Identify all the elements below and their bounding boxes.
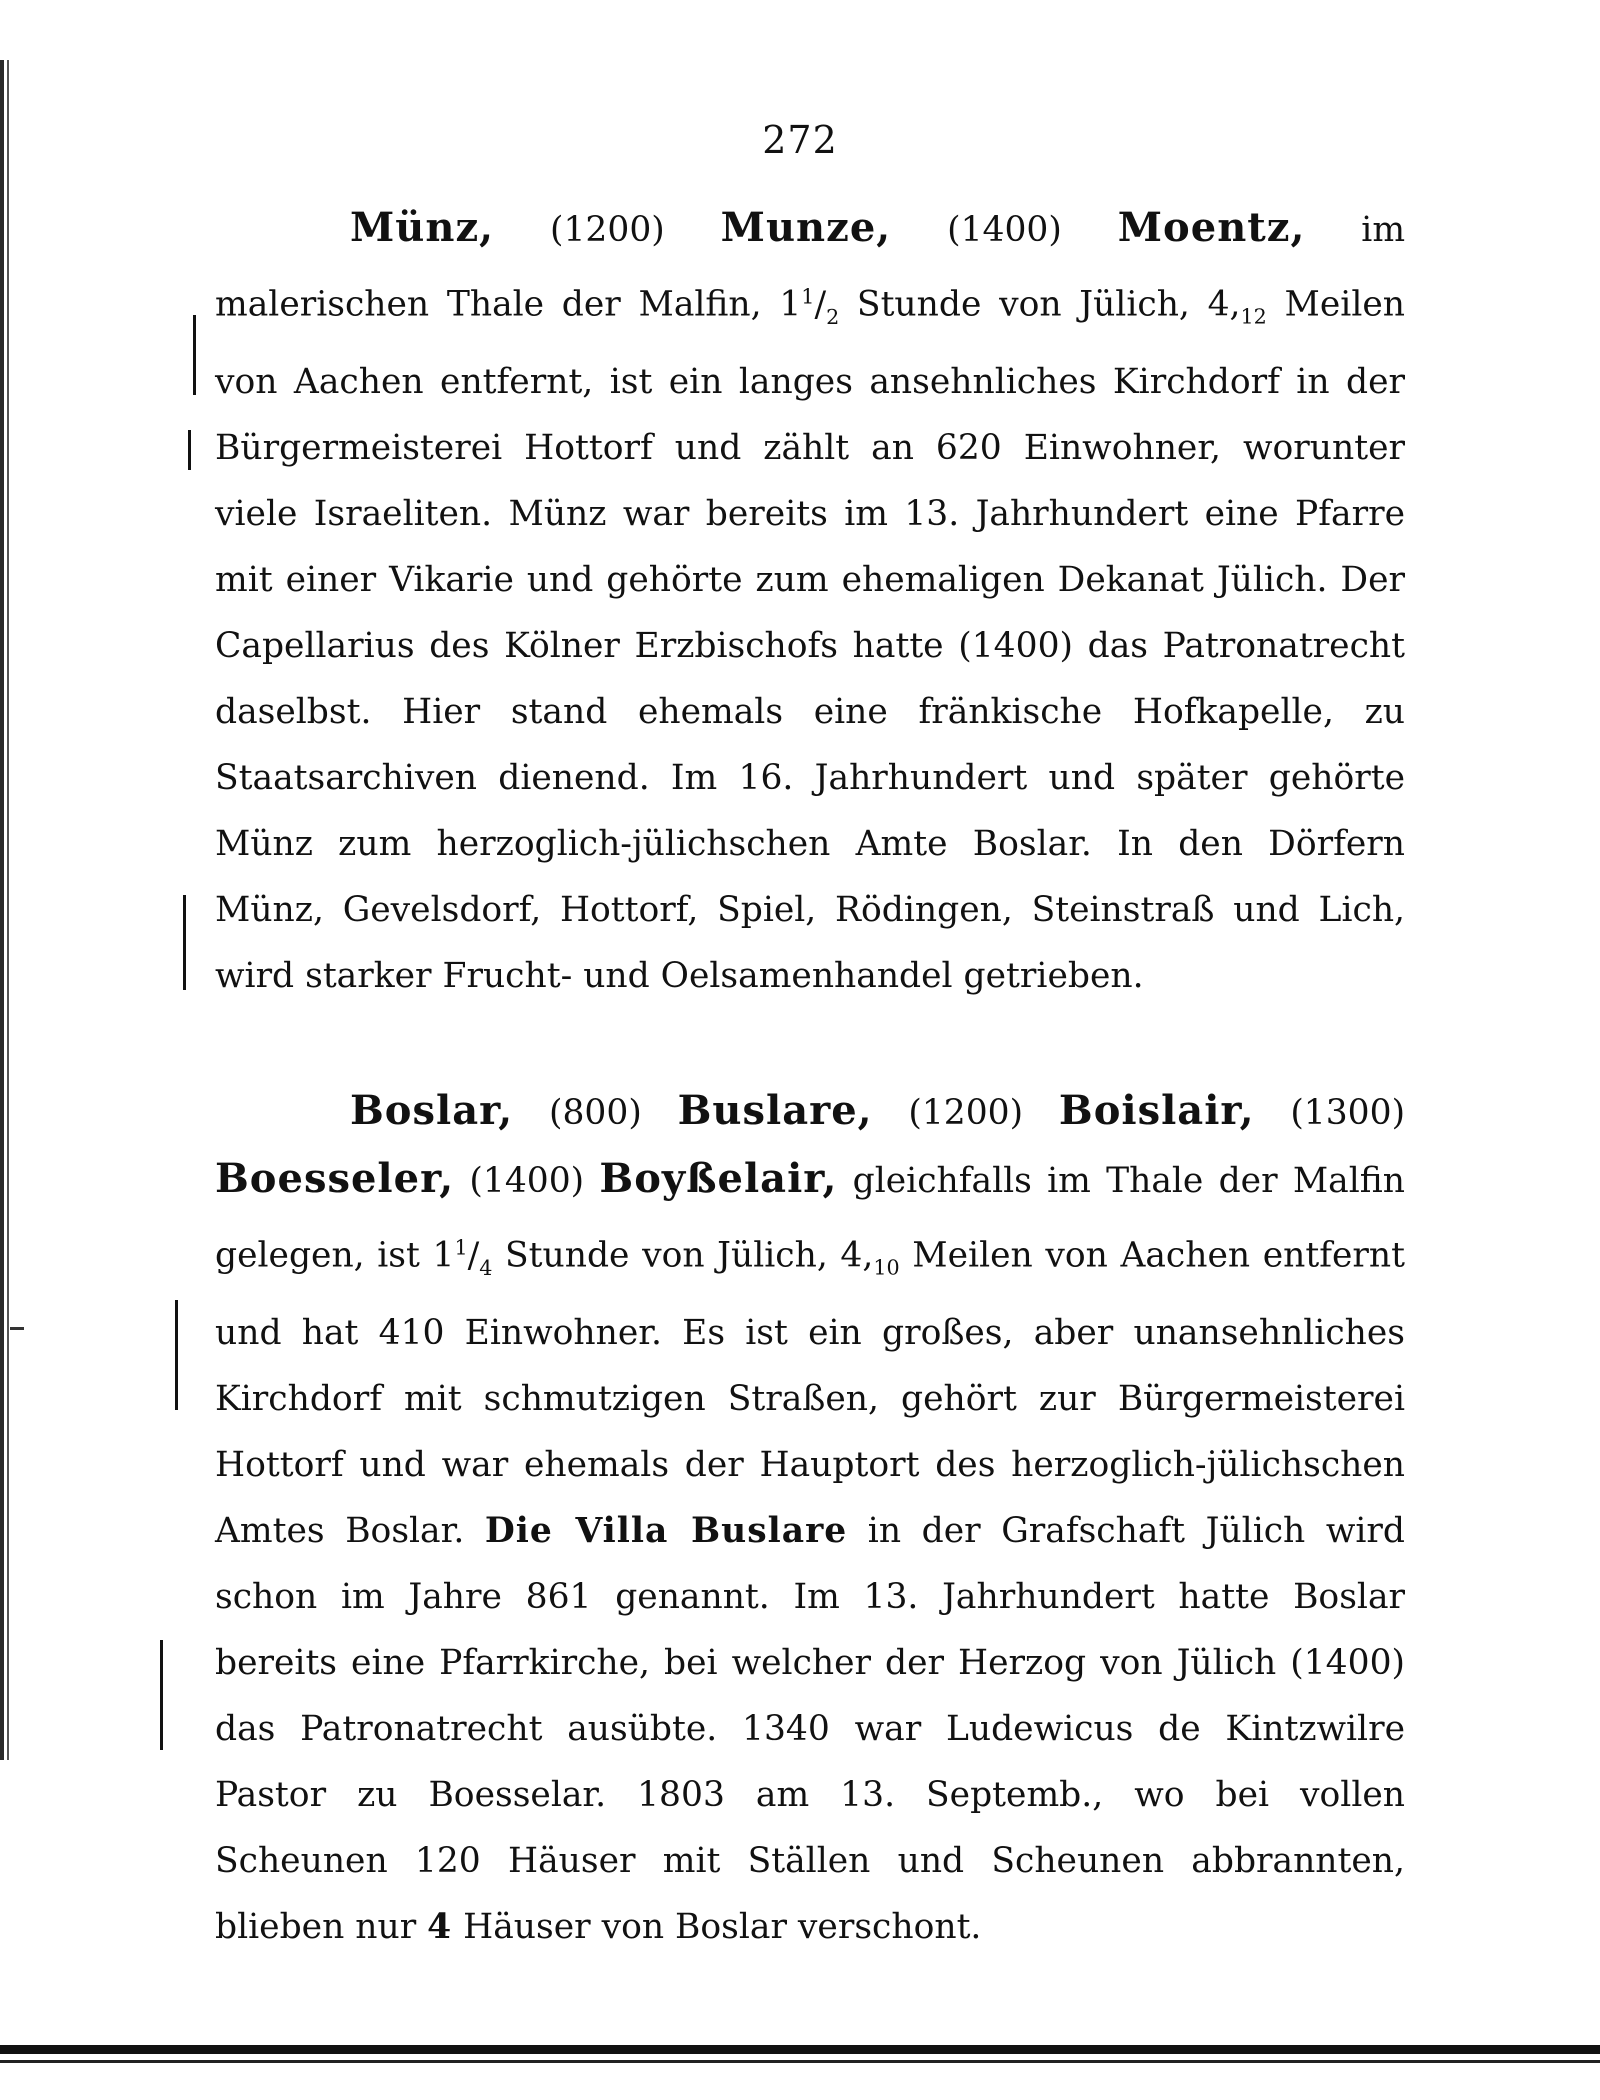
body-text: Meilen von Aachen entfernt, ist ein langes ansehnliches Kirchdorf in der Bürgermeisterei Hottorf und zählt an 620 Einwohner, worunter viele Israeliten. Münz war bereits im 13. Jahrhundert eine Pfarre mit einer Vikarie und gehörte zum ehemaligen Dekanat Jülich. Der Capellarius des Kölner Erzbischofs hatte (1400) das Patronatrecht daselbst. Hier stand ehemals eine fränkische Hofkapelle, zu Staatsarchiven dienend. Im 16. Jahrhundert und später gehörte Münz zum herzoglich-jülichschen Amte Boslar. In den Dörfern Münz, Gevelsdorf, Hottorf, Spiel, Rödingen, Steinstraß und Lich, wird starker Frucht- und Oelsamenhandel getrieben. [215, 284, 1405, 997]
fraction: $^1/_4$ [454, 1235, 493, 1280]
margin-mark [193, 315, 196, 395]
name-variant: Munze, [720, 204, 892, 251]
year-variant: (1400) [469, 1161, 585, 1201]
name-variant: Moentz, [1117, 204, 1306, 251]
year-variant: (1200) [908, 1093, 1024, 1133]
bottom-rule [0, 2045, 1600, 2054]
page-binding-edge [0, 60, 12, 1760]
bold-number: 4 [427, 1907, 453, 1948]
margin-mark [183, 895, 186, 990]
roman-phrase: Die Villa Buslare [484, 1511, 848, 1552]
bottom-rule-thin [0, 2060, 1600, 2063]
entry-muenz [215, 195, 1405, 1009]
body-text: Häuser von Boslar verschont. [452, 1907, 982, 1948]
headword: Boslar, [350, 1087, 514, 1134]
body-text: Stunde von Jülich, 4, [839, 284, 1241, 325]
entry-paragraph [215, 195, 1405, 1009]
name-variant: Boesseler, [215, 1155, 455, 1202]
entry-paragraph [215, 1078, 1405, 1960]
entry-boslar [215, 1078, 1405, 1960]
stray-mark [10, 1327, 24, 1330]
name-variant: Buslare, [677, 1087, 873, 1134]
distance-subscript: 10 [873, 1255, 900, 1280]
margin-mark [188, 430, 191, 470]
name-variant: Boyßelair, [599, 1155, 838, 1202]
body-text: in der Grafschaft Jülich wird schon im Jahre 861 genannt. Im 13. Jahrhundert hatte Boslar bereits eine Pfarrkirche, bei welcher der Herzog von Jülich (1400) das Patronatrecht ausübte. 1340 war Ludewicus de Kintzwilre Pastor zu Boesselar. 1803 am 13. Septemb., wo bei vollen Scheunen 120 Häuser mit Ställen und Scheunen abbrannten, blieben nur [215, 1511, 1405, 1948]
fraction: $^1/_2$ [801, 284, 840, 329]
body-text: im malerischen Thale der Malfin, 1 [215, 210, 1406, 325]
body-text: Meilen von Aachen entfernt und hat 410 Einwohner. Es ist ein großes, aber unansehnliches Kirchdorf mit schmutzigen Straßen, gehört zur Bürgermeisterei Hottorf und war ehemals der Hauptort des herzoglich-jülichschen Amtes Boslar. [215, 1235, 1405, 1552]
year-variant: (1400) [947, 210, 1062, 250]
headword: Münz, [350, 204, 495, 251]
margin-mark [160, 1640, 163, 1750]
body-text: Stunde von Jülich, 4, [492, 1235, 874, 1276]
year-variant: (1300) [1290, 1093, 1406, 1133]
name-variant: Boislair, [1058, 1087, 1255, 1134]
distance-subscript: 12 [1240, 304, 1267, 329]
year-variant: (1200) [550, 210, 665, 250]
margin-mark [175, 1300, 178, 1410]
body-text: gleichfalls im Thale der Malfin gelegen, ist 1 [215, 1161, 1405, 1276]
page-number: 272 [762, 118, 838, 162]
year-variant: (800) [549, 1093, 642, 1133]
